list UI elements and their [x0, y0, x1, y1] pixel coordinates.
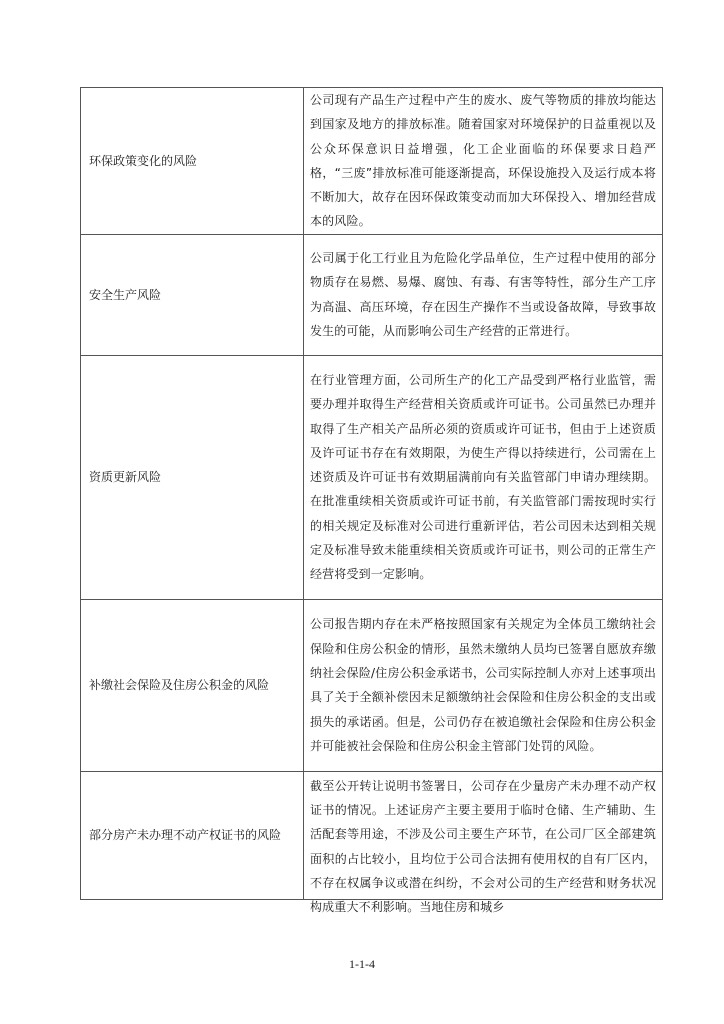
- risk-name: 部分房产未办理不动产权证书的风险: [81, 771, 304, 899]
- risk-name: 补缴社会保险及住房公积金的风险: [81, 599, 304, 771]
- table-row: [81, 599, 663, 771]
- risk-description-text: 公司现有产品生产过程中产生的废水、废气等物质的排放均能达到国家及地方的排放标准。随着国家对环境保护的日益重视以及公众环保意识日益增强，化工企业面临的环保要求日趋严格，“三废”排放标准可能逐渐提高，环保设施投入及运行成本将不断加大，故存在因环保政策变动而加大环保投入、增加经营成本的风险。: [310, 93, 656, 229]
- risk-description-text: 公司属于化工行业且为危险化学品单位，生产过程中使用的部分物质存在易燃、易爆、腐蚀、有毒、有害等特性，部分生产工序为高温、高压环境，存在因生产操作不当或设备故障，导致事故发生的可能，从而影响公司生产经营的正常进行。: [310, 251, 656, 339]
- risk-description-text: 在行业管理方面，公司所生产的化工产品受到严格行业监管，需要办理并取得生产经营相关资质或许可证书。公司虽然已办理并取得了生产相关产品所必须的资质或许可证书，但由于上述资质及许可证书存在有效期限，为使生产得以持续进行，公司需在上述资质及许可证书有效期届满前向有关监管部门申请办理续期。在批准重续相关资质或许可证书前，有关监管部门需按现时实行的相关规定及标准对公司进行重新评估，若公司因未达到相关规定及标准导致未能重续相关资质或许可证书，则公司的正常生产经营将受到一定影响。: [310, 372, 656, 582]
- risk-description-text: 截至公开转让说明书签署日，公司存在少量房产未办理不动产权证书的情况。上述证房产主要主要用于临时仓储、生产辅助、生活配套等用途，不涉及公司主要生产环节，在公司厂区全部建筑面积的占比较小，且均位于公司合法拥有使用权的自有厂区内，不存在权属争议或潜在纠纷，不会对公司的生产经营和财务状况构成重大不利影响。当地住房和城乡: [310, 778, 656, 915]
- page-number: 1-1-4: [349, 957, 375, 971]
- risk-description: [304, 771, 663, 915]
- risk-description: [304, 355, 663, 599]
- risk-description: [304, 234, 663, 355]
- risk-description: [304, 88, 663, 235]
- table-row: [81, 355, 663, 599]
- risk-description-text: 公司报告期内存在未严格按照国家有关规定为全体员工缴纳社会保险和住房公积金的情形，虽然未缴纳人员均已签署自愿放弃缴纳社会保险/住房公积金承诺书，公司实际控制人亦对上述事项出具了关于全额补偿因未足额缴纳社会保险和住房公积金的支出或损失的承诺函。但是，公司仍存在被追缴社会保险和住房公积金并可能被社会保险和住房公积金主管部门处罚的风险。: [310, 617, 656, 753]
- table-row: [81, 234, 663, 355]
- risk-name: 安全生产风险: [81, 234, 304, 355]
- risk-name: 资质更新风险: [81, 355, 304, 599]
- table-row: [81, 771, 663, 899]
- table-row: [81, 88, 663, 235]
- risk-description: [304, 599, 663, 771]
- risk-name: 环保政策变化的风险: [81, 88, 304, 235]
- risk-table: [80, 87, 663, 915]
